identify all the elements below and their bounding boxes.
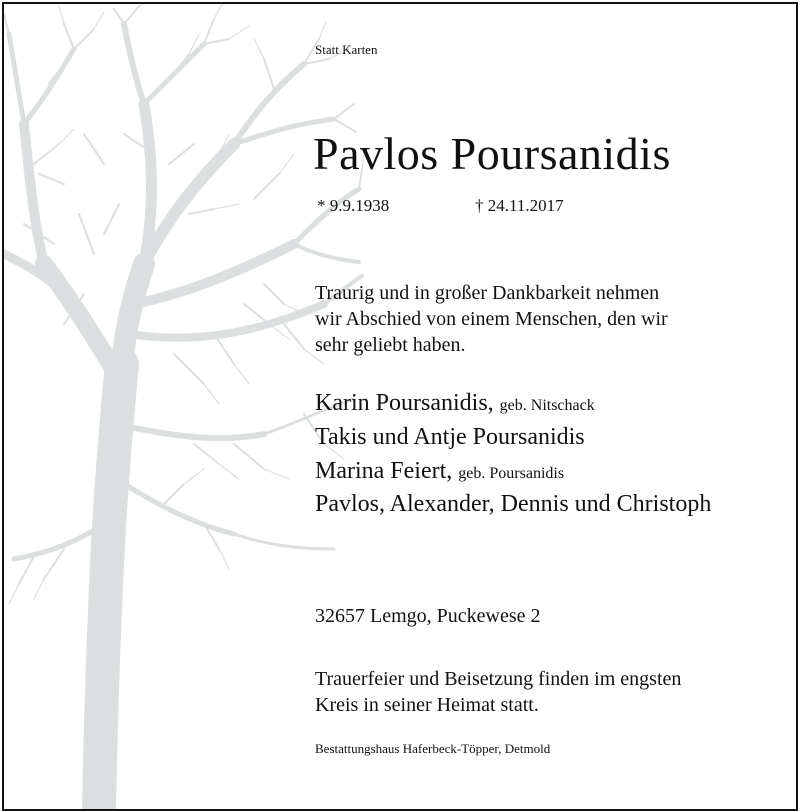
death-date: † 24.11.2017 bbox=[475, 196, 564, 215]
mourner-name: Karin Poursanidis, bbox=[315, 390, 494, 416]
birth-date: * 9.9.1938 bbox=[317, 196, 390, 215]
ceremony-line: Kreis in seiner Heimat statt. bbox=[315, 694, 539, 716]
mourner-karin bbox=[315, 390, 595, 417]
mourner-name: Pavlos, Alexander, Dennis und Christoph bbox=[315, 491, 712, 517]
deceased-name: Pavlos Poursanidis bbox=[313, 128, 671, 179]
condolence-message bbox=[315, 280, 785, 358]
statt-karten-label: Statt Karten bbox=[315, 42, 378, 57]
tree-silhouette-image bbox=[4, 4, 364, 809]
ceremony-line: Trauerfeier und Beisetzung finden im engsten bbox=[315, 668, 682, 690]
mourner-marina bbox=[315, 458, 564, 485]
mourner-name: Takis und Antje Poursanidis bbox=[315, 424, 585, 450]
mourner-note: geb. Poursanidis bbox=[458, 465, 565, 482]
mourner-takis-antje bbox=[315, 424, 585, 451]
message-line: Traurig und in großer Dankbarkeit nehmen bbox=[315, 282, 660, 304]
funeral-home: Bestattungshaus Haferbeck-Töpper, Detmold bbox=[315, 741, 551, 756]
ceremony-notice bbox=[315, 666, 785, 718]
mourner-grandchildren bbox=[315, 491, 711, 518]
address: 32657 Lemgo, Puckewese 2 bbox=[315, 605, 541, 627]
obituary-card bbox=[2, 2, 798, 811]
mourner-name: Marina Feiert, bbox=[315, 458, 453, 484]
message-line: sehr geliebt haben. bbox=[315, 334, 466, 356]
message-line: wir Abschied von einem Menschen, den wir bbox=[315, 308, 668, 330]
mourner-note: geb. Nitschack bbox=[499, 397, 595, 414]
